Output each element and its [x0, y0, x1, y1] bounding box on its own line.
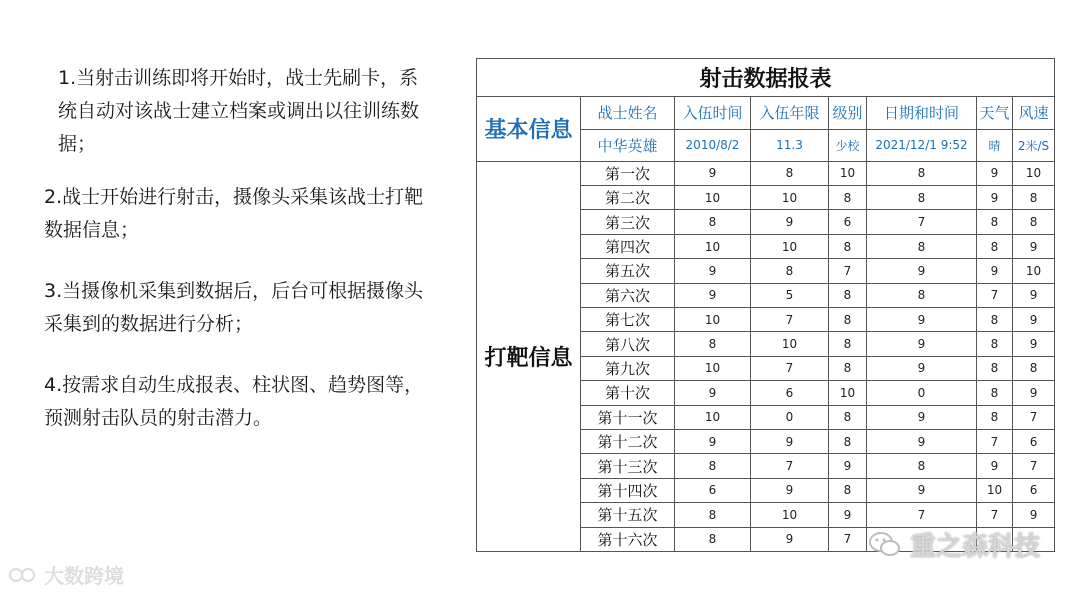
shooting-info-section: 打靶信息: [477, 161, 581, 551]
shot-score-cell: 10: [829, 381, 867, 405]
shot-score-cell: 10: [977, 478, 1013, 502]
shot-label: 第十六次: [581, 527, 675, 552]
shot-score-cell: 6: [1013, 478, 1055, 502]
shot-score-cell: 9: [1013, 332, 1055, 356]
shot-score-cell: 9: [1013, 234, 1055, 258]
shot-score-cell: 8: [675, 503, 751, 527]
shot-score-cell: 0: [751, 405, 829, 429]
shot-score-cell: 9: [829, 503, 867, 527]
shot-score-cell: 7: [867, 210, 977, 234]
shot-score-cell: 5: [751, 283, 829, 307]
shot-score-cell: 8: [1013, 356, 1055, 380]
shot-score-cell: 9: [675, 161, 751, 185]
shot-score-cell: 10: [829, 161, 867, 185]
shot-score-cell: 10: [1013, 161, 1055, 185]
header-enlist-date: 入伍时间: [675, 96, 751, 130]
shot-score-cell: 8: [1013, 210, 1055, 234]
header-datetime: 日期和时间: [867, 96, 977, 130]
value-rank: 少校: [829, 130, 867, 162]
shot-label: 第八次: [581, 332, 675, 356]
shot-score-cell: 9: [675, 259, 751, 283]
shot-score-cell: 8: [977, 234, 1013, 258]
shot-score-cell: 9: [675, 381, 751, 405]
shot-score-cell: 7: [1013, 454, 1055, 478]
shot-score-cell: 8: [751, 161, 829, 185]
shot-score-cell: 10: [675, 356, 751, 380]
shot-label: 第七次: [581, 307, 675, 331]
shot-label: 第六次: [581, 283, 675, 307]
shot-score-cell: 9: [977, 259, 1013, 283]
report-title: 射击数据报表: [477, 59, 1055, 97]
shot-score-cell: 8: [867, 234, 977, 258]
shooting-report: [476, 58, 1054, 552]
shot-score-cell: 8: [867, 283, 977, 307]
shot-score-cell: 10: [1013, 259, 1055, 283]
shot-score-cell: 9: [867, 356, 977, 380]
shot-score-cell: 9: [1013, 503, 1055, 527]
watermark-right-text: 重之森科技: [910, 532, 1041, 562]
shot-score-cell: 9: [867, 259, 977, 283]
step-2: 2.战士开始进行射击，摄像头采集该战士打靶数据信息；: [44, 186, 424, 241]
shot-score-cell: 10: [675, 307, 751, 331]
shot-label: 第三次: [581, 210, 675, 234]
watermark-logo-icon: [8, 565, 38, 585]
value-enlist-years: 11.3: [751, 130, 829, 162]
shot-score-cell: 9: [977, 454, 1013, 478]
shot-score-cell: 8: [829, 405, 867, 429]
shot-label: 第一次: [581, 161, 675, 185]
shot-score-cell: 9: [1013, 381, 1055, 405]
shot-score-cell: 8: [867, 186, 977, 210]
shot-score-cell: 9: [675, 429, 751, 453]
shot-score-cell: 9: [751, 527, 829, 552]
shot-score-cell: 8: [829, 478, 867, 502]
shot-score-cell: 9: [867, 429, 977, 453]
shot-score-cell: 9: [751, 210, 829, 234]
shot-score-cell: 9: [1013, 283, 1055, 307]
shot-score-cell: 10: [675, 186, 751, 210]
shot-label: 第十五次: [581, 503, 675, 527]
watermark-left: [8, 560, 124, 589]
shot-score-cell: 8: [977, 356, 1013, 380]
value-wind: 2米/S: [1013, 130, 1055, 162]
shot-score-cell: 8: [829, 356, 867, 380]
shot-score-cell: 7: [829, 527, 867, 552]
shot-label: 第十次: [581, 381, 675, 405]
shot-score-cell: 8: [1013, 186, 1055, 210]
shot-score-cell: 6: [751, 381, 829, 405]
shot-score-cell: 8: [829, 186, 867, 210]
shot-label: 第四次: [581, 234, 675, 258]
shot-score-cell: 9: [977, 186, 1013, 210]
value-name: 中华英雄: [581, 130, 675, 162]
shot-score-cell: 8: [675, 527, 751, 552]
shot-score-cell: 7: [751, 356, 829, 380]
shot-score-cell: 9: [867, 478, 977, 502]
shot-score-cell: 10: [751, 503, 829, 527]
shot-score-cell: 7: [867, 503, 977, 527]
shot-score-cell: 9: [829, 454, 867, 478]
shot-score-cell: 8: [829, 283, 867, 307]
shot-score-cell: 9: [675, 283, 751, 307]
shot-score-cell: 7: [977, 429, 1013, 453]
shot-score-cell: 7: [751, 307, 829, 331]
report-table: [476, 58, 1055, 552]
watermark-left-text: 大数跨境: [44, 564, 124, 588]
shot-score-cell: 10: [751, 234, 829, 258]
shot-score-cell: 10: [751, 186, 829, 210]
step-4: 4.按需求自动生成报表、柱状图、趋势图等，预测射击队员的射击潜力。: [44, 374, 424, 429]
shot-score-cell: 8: [829, 429, 867, 453]
table-row: [477, 161, 1055, 185]
shot-score-cell: 7: [829, 259, 867, 283]
shot-score-cell: 10: [751, 332, 829, 356]
value-weather: 晴: [977, 130, 1013, 162]
shot-score-cell: 9: [867, 332, 977, 356]
shot-label: 第二次: [581, 186, 675, 210]
shot-score-cell: 7: [977, 503, 1013, 527]
shot-label: 第十四次: [581, 478, 675, 502]
steps-text: [44, 62, 434, 463]
shot-score-cell: 8: [867, 454, 977, 478]
shot-label: 第五次: [581, 259, 675, 283]
shot-score-cell: 8: [751, 259, 829, 283]
header-enlist-years: 入伍年限: [751, 96, 829, 130]
shot-score-cell: 7: [1013, 405, 1055, 429]
shot-score-cell: 9: [751, 429, 829, 453]
shot-score-cell: 8: [867, 161, 977, 185]
shot-score-cell: 6: [829, 210, 867, 234]
shot-label: 第十二次: [581, 429, 675, 453]
shot-score-cell: 10: [675, 234, 751, 258]
shot-score-cell: 9: [751, 478, 829, 502]
step-1: 1.当射击训练即将开始时，战士先刷卡，系统自动对该战士建立档案或调出以往训练数据；: [58, 67, 420, 155]
value-enlist-date: 2010/8/2: [675, 130, 751, 162]
watermark-right: [868, 526, 1040, 563]
shot-score-cell: 9: [1013, 307, 1055, 331]
wechat-icon: [868, 531, 902, 559]
shot-score-cell: 10: [675, 405, 751, 429]
shot-score-cell: 8: [675, 210, 751, 234]
shot-score-cell: 9: [867, 307, 977, 331]
shot-score-cell: 6: [1013, 429, 1055, 453]
shot-score-cell: 8: [829, 332, 867, 356]
shot-score-cell: 8: [977, 405, 1013, 429]
value-datetime: 2021/12/1 9:52: [867, 130, 977, 162]
step-3: 3.当摄像机采集到数据后，后台可根据摄像头采集到的数据进行分析；: [44, 280, 424, 335]
basic-info-section: 基本信息: [477, 96, 581, 161]
shot-score-cell: 8: [977, 307, 1013, 331]
shot-score-cell: 8: [829, 234, 867, 258]
shot-score-cell: 9: [977, 161, 1013, 185]
shot-label: 第九次: [581, 356, 675, 380]
shot-score-cell: 8: [829, 307, 867, 331]
shot-score-cell: 9: [867, 405, 977, 429]
shot-score-cell: 0: [867, 381, 977, 405]
shot-score-cell: 7: [977, 283, 1013, 307]
shot-label: 第十三次: [581, 454, 675, 478]
shot-score-cell: 8: [977, 381, 1013, 405]
shot-score-cell: 8: [675, 332, 751, 356]
shot-score-cell: 8: [977, 332, 1013, 356]
header-weather: 天气: [977, 96, 1013, 130]
shot-score-cell: 7: [751, 454, 829, 478]
shot-score-cell: 8: [675, 454, 751, 478]
shot-score-cell: 8: [977, 210, 1013, 234]
header-wind: 风速: [1013, 96, 1055, 130]
shot-label: 第十一次: [581, 405, 675, 429]
shot-score-cell: 6: [675, 478, 751, 502]
header-name: 战士姓名: [581, 96, 675, 130]
header-rank: 级别: [829, 96, 867, 130]
